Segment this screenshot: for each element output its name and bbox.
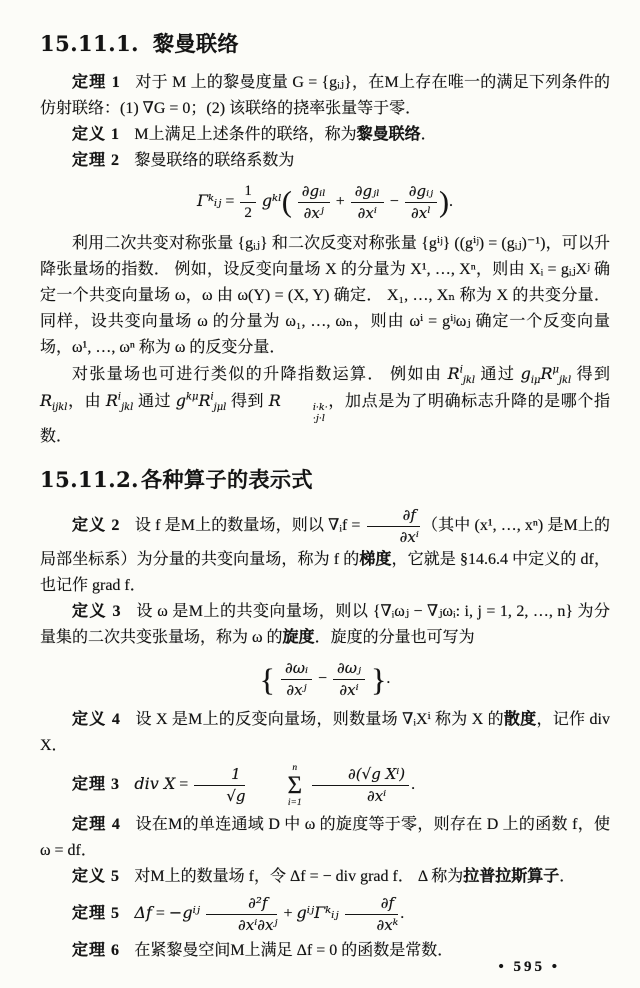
definition-5-term: 拉普拉斯算子 [463,867,560,885]
definition-5-paragraph [40,864,610,890]
fraction-one-half: $\frac{1}{2}$ [240,182,256,223]
metric-term-2: gⁱʲΓᵏᵢⱼ [296,902,339,922]
paragraph-text: 对张量场也可进行类似的升降指数运算． 例如由 [72,365,448,383]
metric-term-1: −gⁱʲ [168,902,201,922]
theorem-3-label: 定理 3 [72,776,121,794]
minus-sign: − [318,669,328,687]
theorem-5-line [40,894,610,935]
riemann-tensor-mixed: $R^i_{jkl}$ [105,390,134,413]
theorem-2-paragraph [40,148,610,174]
raising-expression: $g^{k\mu}R^i_{j\mu l}$ [175,390,227,413]
close-brace: } [371,661,387,698]
fraction-domega-j: $\frac{\text{∂ωⱼ}}{\text{∂xⁱ}}$ [333,659,365,700]
paragraph-text: 利用二次共变对称张量 {gᵢⱼ} 和二次反变对称张量 {gⁱʲ} ((gⁱʲ) = (gᵢⱼ)⁻¹)，可以升降张量场的指数． 例如，设反变向量场 X 的分量为 X¹, …, Xⁿ，则由 Xᵢ = gᵢⱼXʲ 确定一个共变向量场 ω，ω 由 ω(Y) = (X, Y) 确定． X₁, …, Xₙ 称为 X 的共变分量． 同样，设共变向量场 ω 的分量为 ω₁, …, ωₙ，则由 ωⁱ = gⁱʲωⱼ 确定一个反变向量场，ω¹, …, ωⁿ 称为 ω 的反变分量． [40,234,610,356]
summation-sign: n Σ i=1 [287,763,303,808]
formula-period: . [411,776,416,794]
section-1-number: 15.11.1. [40,31,139,56]
paragraph-text: 通过 [475,365,521,383]
theorem-1-label: 定理 1 [72,74,121,91]
lowering-expression: $g_{i\mu}R^\mu_{jkl}$ [520,363,572,386]
definition-5-label: 定义 5 [72,867,121,885]
fraction-dg-jl: $\frac{\text{∂gⱼₗ}}{\text{∂xⁱ}}$ [351,182,384,223]
definition-2-text: （其中 (x¹, …, xⁿ) 是M上的局部坐标系）为分量的共变向量场，称为 f 的 [40,517,610,568]
section-2-number: 15.11.2. [40,467,139,493]
theorem-6-text: 在紧黎曼空间M上满足 Δf = 0 的函数是常数． [134,942,454,960]
definition-1-paragraph [40,122,610,148]
riemann-tensor-mixed: $R^i_{jkl}$ [447,363,476,386]
gradient-fraction: $\frac{\partial f}{\text{∂xⁱ}}$ [367,506,420,547]
formula-period: . [449,192,453,210]
christoffel-symbol-formula [40,182,610,223]
open-brace: { [259,661,275,698]
definition-3-text: ．旋度的分量也可写为 [314,628,475,646]
theorem-3-line [40,763,610,808]
definition-2-text: ，它就是 §14.6.4 中定义的 df，也记作 grad f． [40,550,610,594]
theorem-2-label: 定理 2 [72,152,121,169]
paragraph-text: ，由 [67,392,106,410]
definition-5-text: 对M上的数量场 f，令 Δf = − div grad f． Δ 称为 [134,867,464,885]
definition-4-label: 定义 4 [72,711,121,729]
formula-period: . [386,669,391,687]
curl-components-formula [40,659,610,700]
definition-1-text: M上满足上述条件的联络，称为 [134,126,357,143]
plus-sign: + [283,904,293,922]
formula-period: . [400,904,405,922]
riemann-tensor-dotted: R i·k· ·j·l [268,390,328,425]
laplacian-lhs: Δf [134,902,152,922]
theorem-1-paragraph [40,70,610,122]
fraction-domega-i: $\frac{\text{∂ωᵢ}}{\text{∂xʲ}}$ [281,659,312,700]
definition-3-paragraph [40,599,610,651]
paragraph-text: 得到 [226,392,269,410]
definition-3-term: 旋度 [282,628,315,646]
definition-2-term: 梯度 [359,550,392,568]
riemann-tensor-lowered: $R_{ijkl}$ [40,390,68,413]
theorem-2-text: 黎曼联络的联络系数为 [134,152,295,169]
theorem-1-text: 对于 M 上的黎曼度量 G = {gᵢⱼ}，在M上存在唯一的满足下列条件的仿射联络：(1) ∇G = 0；(2) 该联络的挠率张量等于零． [40,74,610,117]
section-1-heading [40,30,610,58]
plus-sign: + [335,192,345,210]
definition-2-text: 设 f 是M上的数量场，则以 ∇ᵢf = [134,517,365,535]
theorem-6-label: 定理 6 [72,942,121,960]
open-paren: ( [281,186,292,219]
theorem-5-label: 定理 5 [72,904,121,922]
definition-1-term: 黎曼联络 [356,126,421,143]
minus-sign: − [389,192,399,210]
fraction-one-over-sqrt-g: $\frac{1}{√g}$ [194,765,245,806]
fraction-dg-ij: $\frac{\text{∂gᵢⱼ}}{\text{∂xˡ}}$ [405,182,437,223]
divergence-lhs: div X [134,774,176,794]
tensor-index-paragraph [40,361,610,451]
equals-sign: = [179,776,189,794]
page-number: • 595 • [498,959,560,975]
fraction-second-derivative: $\frac{\text{∂²f}}{\text{∂xⁱ∂xʲ}}$ [206,894,277,935]
definition-3-text: 设 ω 是M上的共变向量场，则以 {∇ᵢωⱼ − ∇ⱼωᵢ: i, j = 1, 2, …, n} 为分量集的二次共变张量场，称为 ω 的 [40,602,610,646]
index-raising-intro-paragraph [40,231,610,361]
definition-4-term: 散度 [503,711,537,729]
definition-1-period: ． [420,126,437,143]
equals-sign: = [155,904,165,922]
theorem-4-paragraph [40,812,610,864]
theorem-4-text: 设在M的单连通域 D 中 ω 的旋度等于零，则存在 D 上的函数 f，使 ω = df． [40,815,610,859]
paragraph-text: 得到 [571,365,610,383]
definition-1-label: 定义 1 [72,126,121,143]
definition-2-paragraph [40,506,610,599]
fraction-d-sqrtg-xi: $\frac{\text{∂(√g Xⁱ)}}{\text{∂xⁱ}}$ [312,765,409,806]
section-2-title: 各种算子的表示式 [141,468,313,493]
theorem-4-label: 定理 4 [72,815,121,833]
definition-4-text: 设 X 是M上的反变向量场，则数量场 ∇ᵢXⁱ 称为 X 的 [135,711,504,729]
definition-2-label: 定义 2 [72,517,121,535]
paragraph-text: 通过 [133,392,176,410]
metric-inverse-factor: gᵏˡ [261,190,282,210]
close-paren: ) [439,186,449,219]
definition-5-text: ． [559,867,576,885]
section-2-heading [40,466,610,494]
fraction-first-derivative: $\frac{\partial f}{\text{∂xᵏ}}$ [345,894,399,935]
definition-3-label: 定义 3 [72,602,122,620]
equals-sign: = [225,192,235,210]
definition-4-paragraph [40,707,610,759]
section-1-title: 黎曼联络 [153,32,239,56]
paragraph-text: ，加点是为了明确标志升降的是哪个指数． [40,392,610,446]
fraction-dg-il: $\frac{\text{∂gᵢₗ}}{\text{∂xʲ}}$ [298,182,330,223]
formula-lhs: Γᵏᵢⱼ [196,190,222,210]
definition-4-text: ，记作 div X． [40,711,610,755]
